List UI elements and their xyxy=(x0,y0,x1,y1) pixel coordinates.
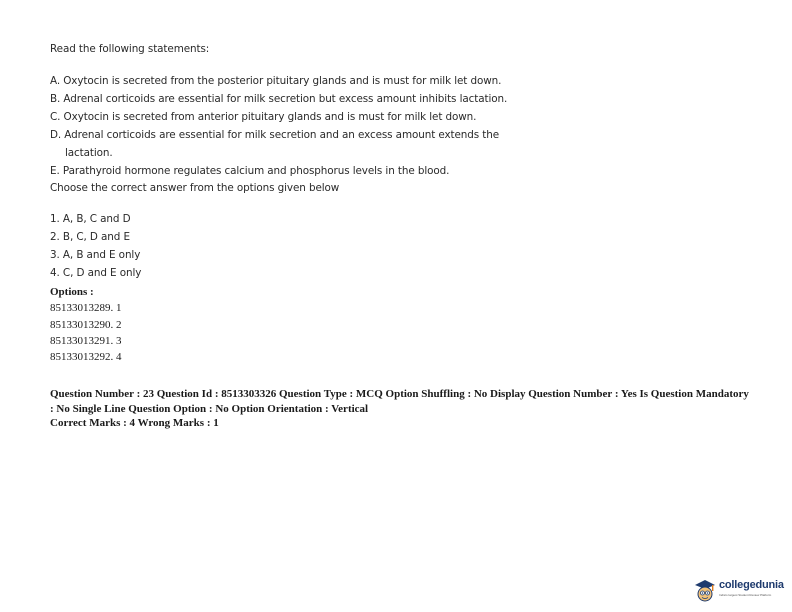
instruction-text: Choose the correct answer from the options given below xyxy=(50,182,340,194)
graduate-mascot-icon xyxy=(693,577,717,605)
marks-line: Correct Marks : 4 Wrong Marks : 1 xyxy=(50,417,219,429)
collegedunia-logo xyxy=(693,575,788,607)
statement-b: B. Adrenal corticoids are essential for milk secretion but excess amount inhibits lactation. xyxy=(50,93,508,105)
choice-4: 4. C, D and E only xyxy=(50,267,142,279)
question-metadata xyxy=(50,387,750,431)
option-code-2: 85133013290. 2 xyxy=(50,319,122,331)
statement-a: A. Oxytocin is secreted from the posterior pituitary glands and is must for milk let down. xyxy=(50,75,502,87)
statement-d: D. Adrenal corticoids are essential for milk secretion and an excess amount extends the xyxy=(50,129,500,141)
statement-e: E. Parathyroid hormone regulates calcium and phosphorus levels in the blood. xyxy=(50,165,450,177)
option-code-4: 85133013292. 4 xyxy=(50,351,122,363)
logo-wordmark: collegedunia xyxy=(719,579,784,591)
option-code-3: 85133013291. 3 xyxy=(50,335,122,347)
question-metadata-line: Question Number : 23 Question Id : 8513303326 Question Type : MCQ Option Shuffling : No Display Question Number : Yes Is Question Mandatory : No Single Line Question Option : No Option Orientation : Vertical xyxy=(50,388,749,415)
logo-tagline: India's largest Student Review Platform xyxy=(719,593,772,597)
statement-c: C. Oxytocin is secreted from anterior pituitary glands and is must for milk let down. xyxy=(50,111,477,123)
statement-d-continued: lactation. xyxy=(65,147,113,159)
options-heading: Options : xyxy=(50,286,94,298)
choice-2: 2. B, C, D and E xyxy=(50,231,130,243)
question-intro: Read the following statements: xyxy=(50,43,210,55)
choice-3: 3. A, B and E only xyxy=(50,249,141,261)
choice-1: 1. A, B, C and D xyxy=(50,213,131,225)
option-code-1: 85133013289. 1 xyxy=(50,302,122,314)
